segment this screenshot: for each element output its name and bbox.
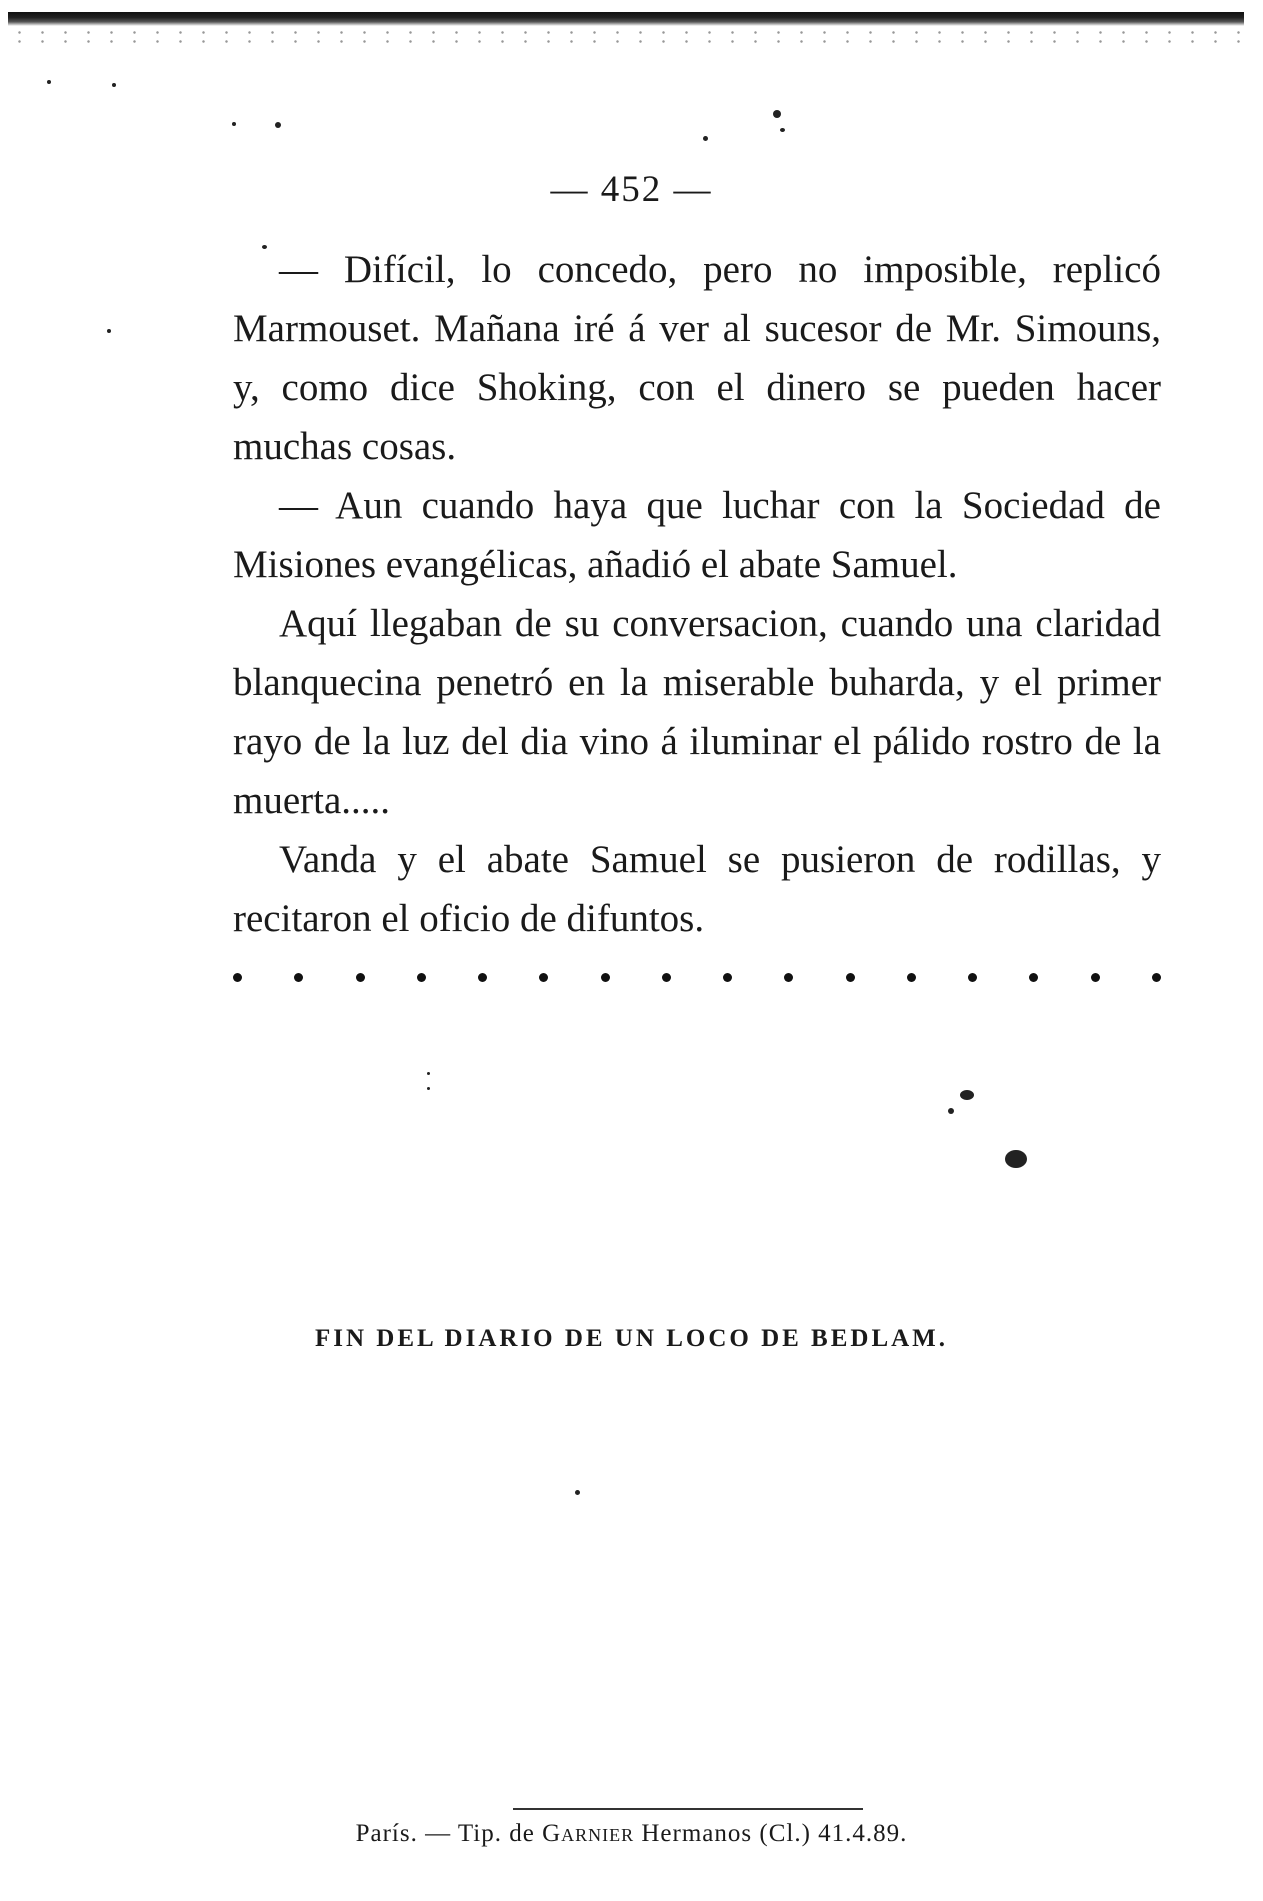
separator-dot (1152, 973, 1161, 982)
closing-title: FIN DEL DIARIO DE UN LOCO DE BEDLAM. (314, 1325, 949, 1352)
footer-suffix: Hermanos (Cl.) 41.4.89. (634, 1820, 908, 1847)
separator-dot (478, 973, 487, 982)
scan-speck (112, 83, 116, 87)
paragraph: — Aun cuando haya que luchar con la Sociedad de Misiones evangélicas, añadió el abate Samuel. (233, 484, 1161, 586)
separator-dot (356, 973, 365, 982)
scan-speck (773, 110, 781, 118)
footer-rule (513, 1808, 863, 1810)
separator-dot (539, 973, 548, 982)
printer-footer (0, 1820, 1263, 1848)
separator-dot (846, 973, 855, 982)
scan-speck (47, 80, 51, 84)
scan-speck (948, 1108, 954, 1114)
scan-speck (427, 1072, 430, 1075)
footer-prefix: París. — Tip. de (355, 1820, 543, 1847)
scan-speck (275, 122, 281, 128)
paragraph: Vanda y el abate Samuel se pusieron de rodillas, y recitaron el oficio de difuntos. (233, 838, 1161, 940)
separator-dot (968, 973, 977, 982)
paragraph: Aquí llegaban de su conversacion, cuando una claridad blanquecina penetró en la miserable buharda, y el primer rayo de la luz del dia vino á iluminar el pálido rostro de la muerta..... (233, 602, 1161, 822)
page-number: — 452 — (550, 169, 713, 210)
separator-dot (417, 973, 426, 982)
separator-dot (1091, 973, 1100, 982)
scan-speck (427, 1087, 430, 1090)
scan-top-border (8, 12, 1244, 26)
footer-printer-name: Garnier (542, 1820, 635, 1847)
scan-top-speckle (8, 28, 1244, 48)
separator-dot (907, 973, 916, 982)
scan-speck (575, 1490, 580, 1495)
separator-dot (601, 973, 610, 982)
separator-dot (294, 973, 303, 982)
scan-speck (107, 329, 111, 333)
separator-dot (1029, 973, 1038, 982)
separator-dot (784, 973, 793, 982)
scan-speck (780, 128, 785, 132)
body-text (233, 240, 1161, 948)
scan-speck (703, 136, 708, 141)
separator-dot (723, 973, 732, 982)
separator-dot (662, 973, 671, 982)
separator-dot (233, 973, 242, 982)
paragraph: — Difícil, lo concedo, pero no imposible, replicó Marmouset. Mañana iré á ver al sucesor de Mr. Simouns, y, como dice Shoking, con el dinero se pueden hacer muchas cosas. (233, 248, 1161, 468)
dot-separator (233, 973, 1161, 982)
scan-speck (232, 122, 236, 126)
scan-speck (1005, 1150, 1027, 1168)
scan-speck (960, 1090, 974, 1100)
